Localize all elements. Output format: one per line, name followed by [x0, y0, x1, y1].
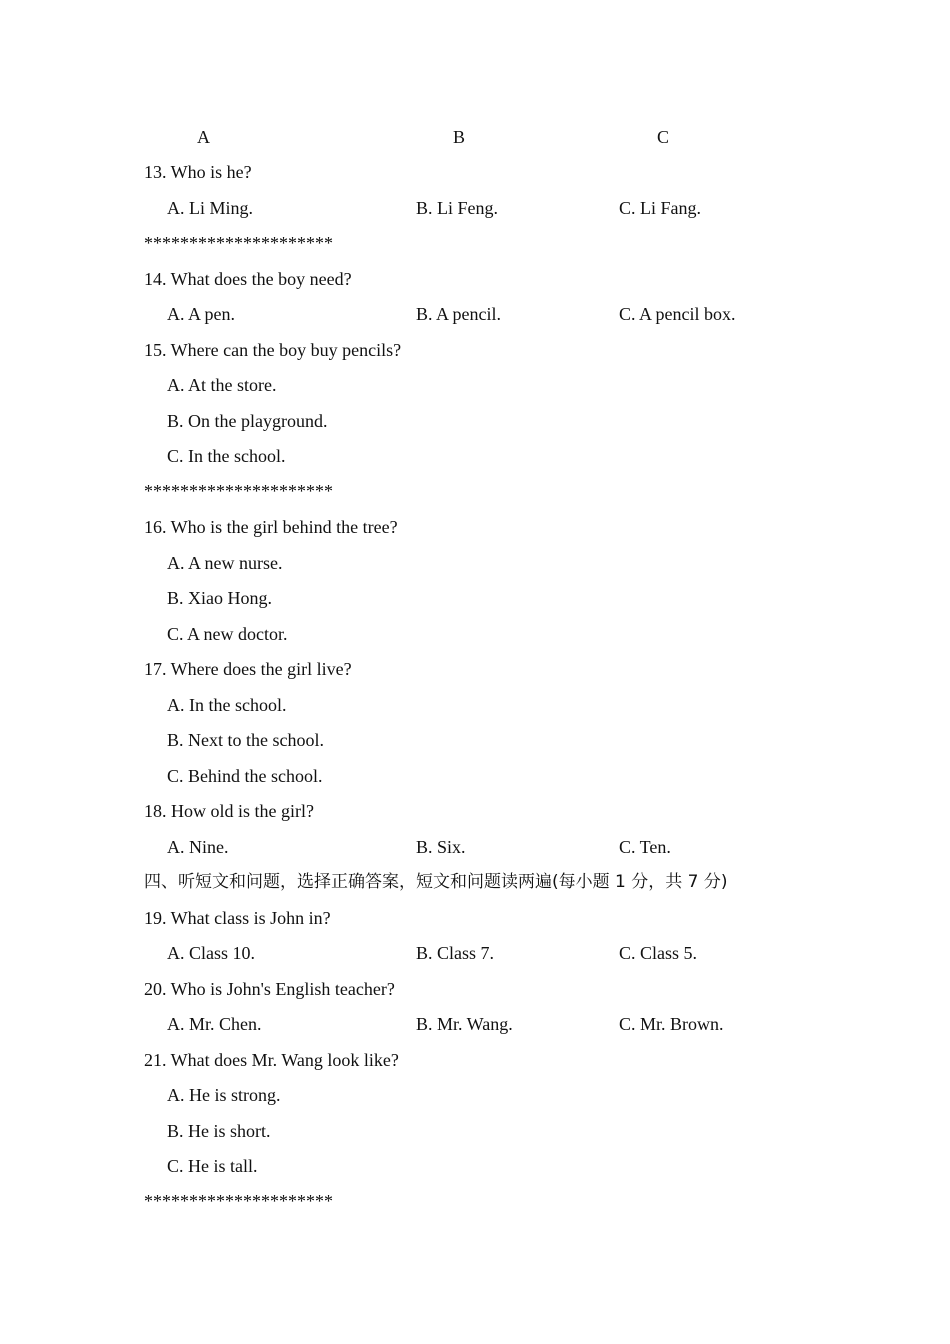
- q20-option-c: C. Mr. Brown.: [619, 1014, 724, 1034]
- question-16: 16. Who is the girl behind the tree?: [144, 517, 398, 537]
- q13-option-c: C. Li Fang.: [619, 198, 702, 218]
- q16-option-b: B. Xiao Hong.: [167, 588, 272, 608]
- section-four-heading: 四、听短文和问题，选择正确答案，短文和问题读两遍(每小题 1 分，共 7 分): [144, 872, 728, 892]
- q18-option-b: B. Six.: [416, 837, 466, 857]
- question-17: 17. Where does the girl live?: [144, 659, 352, 679]
- q21-option-b: B. He is short.: [167, 1121, 271, 1141]
- q14-option-c: C. A pencil box.: [619, 304, 736, 324]
- q16-option-a: A. A new nurse.: [167, 553, 283, 573]
- question-20: 20. Who is John's English teacher?: [144, 979, 395, 999]
- q13-option-a: A. Li Ming.: [167, 198, 254, 218]
- q21-option-a: A. He is strong.: [167, 1085, 281, 1105]
- q19-option-b: B. Class 7.: [416, 943, 495, 963]
- q15-option-c: C. In the school.: [167, 446, 286, 466]
- question-13: 13. Who is he?: [144, 162, 252, 182]
- separator: *********************: [144, 233, 333, 253]
- q17-option-b: B. Next to the school.: [167, 730, 324, 750]
- q18-option-c: C. Ten.: [619, 837, 671, 857]
- question-21: 21. What does Mr. Wang look like?: [144, 1050, 399, 1070]
- q17-option-a: A. In the school.: [167, 695, 287, 715]
- q16-option-c: C. A new doctor.: [167, 624, 288, 644]
- q17-option-c: C. Behind the school.: [167, 766, 323, 786]
- q15-option-a: A. At the store.: [167, 375, 277, 395]
- question-19: 19. What class is John in?: [144, 908, 331, 928]
- q15-option-b: B. On the playground.: [167, 411, 328, 431]
- question-18: 18. How old is the girl?: [144, 801, 314, 821]
- q19-option-c: C. Class 5.: [619, 943, 698, 963]
- separator: *********************: [144, 481, 333, 501]
- q20-option-a: A. Mr. Chen.: [167, 1014, 262, 1034]
- image-label-c: C: [657, 127, 670, 147]
- q20-option-b: B. Mr. Wang.: [416, 1014, 513, 1034]
- question-14: 14. What does the boy need?: [144, 269, 352, 289]
- separator: *********************: [144, 1191, 333, 1211]
- image-label-b: B: [453, 127, 466, 147]
- q14-option-a: A. A pen.: [167, 304, 236, 324]
- q21-option-c: C. He is tall.: [167, 1156, 258, 1176]
- q18-option-a: A. Nine.: [167, 837, 229, 857]
- image-label-a: A: [197, 127, 210, 147]
- q14-option-b: B. A pencil.: [416, 304, 501, 324]
- q19-option-a: A. Class 10.: [167, 943, 256, 963]
- question-15: 15. Where can the boy buy pencils?: [144, 340, 402, 360]
- q13-option-b: B. Li Feng.: [416, 198, 499, 218]
